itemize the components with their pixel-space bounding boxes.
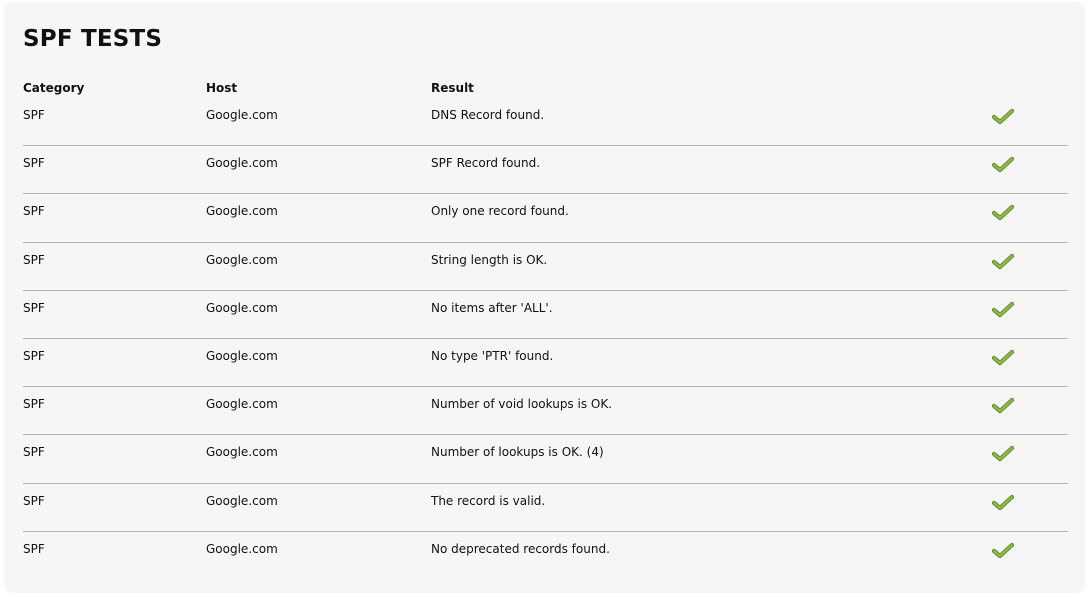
row-category: SPF	[23, 252, 45, 267]
row-category: SPF	[23, 445, 45, 460]
spf-tests-panel	[4, 2, 1085, 593]
row-category: SPF	[23, 204, 45, 219]
row-category: SPF	[23, 300, 45, 315]
row-result: SPF Record found.	[431, 156, 541, 171]
check-icon	[992, 542, 1014, 560]
table-row	[23, 339, 1068, 387]
row-host: Google.com	[206, 252, 278, 267]
check-icon	[992, 301, 1014, 319]
column-header-result: Result	[431, 81, 474, 95]
table-row	[23, 387, 1068, 435]
row-category: SPF	[23, 108, 45, 122]
row-host: Google.com	[206, 300, 278, 315]
row-result: String length is OK.	[431, 252, 548, 267]
check-icon	[992, 349, 1014, 367]
section-title: SPF TESTS	[23, 26, 163, 52]
table-row	[23, 291, 1068, 339]
spf-tests-table	[23, 78, 1068, 580]
column-header-category: Category	[23, 81, 85, 95]
table-row	[23, 98, 1068, 146]
check-icon	[992, 108, 1014, 126]
table-row	[23, 243, 1068, 291]
table-row	[23, 146, 1068, 194]
row-result: No deprecated records found.	[431, 541, 610, 556]
row-result: DNS Record found.	[431, 108, 545, 122]
row-result: Only one record found.	[431, 204, 569, 219]
check-icon	[992, 445, 1014, 463]
check-icon	[992, 494, 1014, 512]
table-row	[23, 194, 1068, 242]
row-result: No type 'PTR' found.	[431, 348, 554, 363]
row-result: No items after 'ALL'.	[431, 300, 553, 315]
row-host: Google.com	[206, 445, 278, 460]
table-row	[23, 484, 1068, 532]
check-icon	[992, 397, 1014, 415]
table-row	[23, 435, 1068, 483]
row-result: Number of void lookups is OK.	[431, 397, 613, 412]
row-host: Google.com	[206, 541, 278, 556]
row-result: The record is valid.	[431, 493, 546, 508]
table-body	[23, 98, 1068, 580]
row-category: SPF	[23, 156, 45, 171]
row-category: SPF	[23, 348, 45, 363]
check-icon	[992, 253, 1014, 271]
row-host: Google.com	[206, 204, 278, 219]
row-result: Number of lookups is OK. (4)	[431, 445, 604, 460]
row-category: SPF	[23, 541, 45, 556]
check-icon	[992, 156, 1014, 174]
row-host: Google.com	[206, 493, 278, 508]
column-header-host: Host	[206, 81, 238, 95]
row-host: Google.com	[206, 397, 278, 412]
table-row	[23, 532, 1068, 580]
check-icon	[992, 204, 1014, 222]
row-host: Google.com	[206, 108, 278, 122]
row-host: Google.com	[206, 348, 278, 363]
table-header	[23, 78, 1068, 98]
row-category: SPF	[23, 493, 45, 508]
row-category: SPF	[23, 397, 45, 412]
row-host: Google.com	[206, 156, 278, 171]
